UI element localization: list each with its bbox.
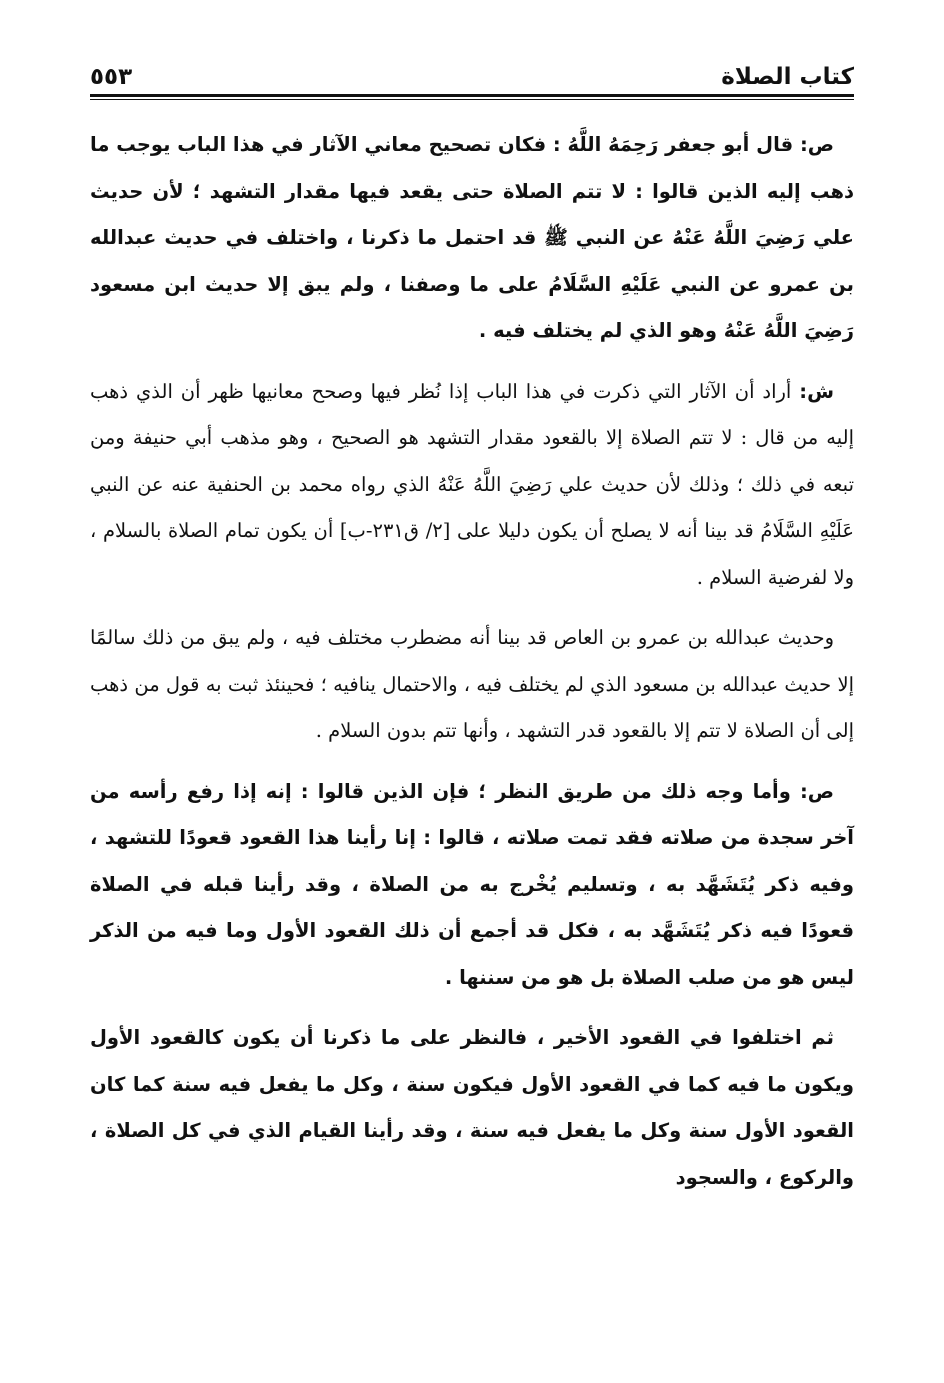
header-rule-thick <box>90 94 854 97</box>
paragraph-marker: ص: <box>799 133 834 156</box>
paragraph-text-2 <box>90 769 854 1002</box>
paragraph-commentary-2 <box>90 615 854 755</box>
header-rule-thin <box>90 99 854 100</box>
book-title: كتاب الصلاة <box>721 64 854 90</box>
page-body <box>90 122 854 1201</box>
running-header <box>90 52 854 90</box>
paragraph-commentary-1 <box>90 369 854 602</box>
page-number: ٥٥٣ <box>90 64 133 90</box>
paragraph-marker: ص: <box>799 779 834 803</box>
paragraph-content: ثم اختلفوا في القعود الأخير ، فالنظر على ما ذكرنا أن يكون كالقعود الأول ويكون ما فيه كما في القعود الأول فيكون سنة ، وكل ما يفعل فيه سنة كما كان القعود الأول سنة وكل ما يفعل فيه سنة ، وقد رأينا القيام الذي في كل الصلاة ، والركوع ، والسجود <box>90 1026 854 1189</box>
book-page <box>90 52 854 1215</box>
paragraph-content: وحديث عبدالله بن عمرو بن العاص قد بينا أنه مضطرب مختلف فيه ، ولم يبق من ذلك سالمًا إلا حديث عبدالله بن مسعود الذي لم يختلف فيه ، والاحتمال ينافيه ؛ فحينئذ ثبت به قول من ذهب إلى أن الصلاة لا تتم إلا بالقعود قدر التشهد ، وأنها تتم بدون السلام . <box>90 626 854 742</box>
paragraph-text-3 <box>90 1015 854 1201</box>
paragraph-content: قال أبو جعفر رَحِمَهُ اللَّهُ : فكان تصحيح معاني الآثار في هذا الباب يوجب ما ذهب إليه الذين قالوا : لا تتم الصلاة حتى يقعد فيها مقدار التشهد ؛ لأن حديث علي رَضِيَ اللَّهُ عَنْهُ عن النبي ﷺ قد احتمل ما ذكرنا ، واختلف في حديث عبدالله بن عمرو عن النبي عَلَيْهِ السَّلَامُ على ما وصفنا ، ولم يبق إلا حديث ابن مسعود رَضِيَ اللَّهُ عَنْهُ وهو الذي لم يختلف فيه . <box>90 133 854 342</box>
paragraph-marker: ش: <box>799 379 834 403</box>
paragraph-content: أراد أن الآثار التي ذكرت في هذا الباب إذا نُظر فيها وصحح معانيها ظهر أن الذي ذهب إليه من قال : لا تتم الصلاة إلا بالقعود مقدار التشهد هو الصحيح ، وهو مذهب أبي حنيفة ومن تبعه في ذلك ؛ وذلك لأن حديث علي رَضِيَ اللَّهُ عَنْهُ الذي رواه محمد بن الحنفية عنه عن النبي عَلَيْهِ السَّلَامُ قد بينا أنه لا يصلح أن يكون دليلا على [٢/ ق٢٣١-ب] أن يكون تمام الصلاة بالسلام ، ولا لفرضية السلام . <box>90 379 854 589</box>
paragraph-text-1 <box>90 122 854 355</box>
paragraph-content: وأما وجه ذلك من طريق النظر ؛ فإن الذين قالوا : إنه إذا رفع رأسه من آخر سجدة من صلاته فقد تمت صلاته ، قالوا : إنا رأينا هذا القعود قعودًا للتشهد ، وفيه ذكر يُتَشَهَّد به ، وتسليم يُخْرج به من الصلاة ، وقد رأينا قبله في الصلاة قعودًا فيه ذكر يُتَشَهَّد به ، فكل قد أجمع أن ذلك القعود الأول وما فيه من الذكر ليس هو من صلب الصلاة بل هو من سننها . <box>90 779 854 989</box>
